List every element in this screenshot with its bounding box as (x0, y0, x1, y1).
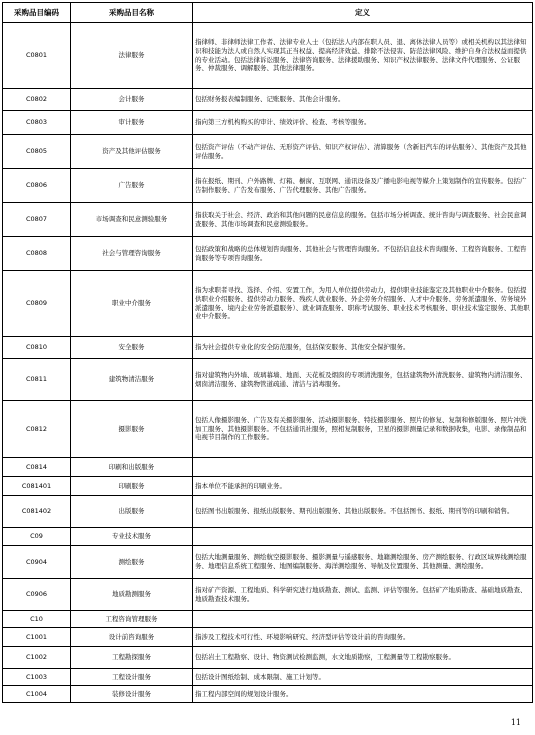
item-definition: 包括政策和战略的总体规划咨询服务、其他社会与管理咨询服务。不包括信息技术咨询服务、工程咨询服务、工程咨询服务等专项咨询服务。 (193, 237, 533, 271)
table-row (3, 23, 533, 89)
table-row (3, 546, 533, 579)
item-name: 职业中介服务 (71, 271, 193, 337)
table-row (3, 359, 533, 401)
table-row (3, 579, 533, 611)
item-name: 印刷服务 (71, 477, 193, 496)
table-row (3, 135, 533, 169)
table-body (3, 23, 533, 703)
item-code: C10 (3, 611, 71, 628)
header-code: 采购品目编码 (3, 3, 71, 23)
item-name: 专业技术服务 (71, 528, 193, 546)
table-row (3, 237, 533, 271)
item-code: C0812 (3, 401, 71, 458)
item-definition: 包括人像摄影服务、广告及有关摄影服务、活动摄影服务、特技摄影服务、照片的修复、复制和修版服务、照片冲洗加工服务、其他摄影服务。不包括通讯社服务，照相复制服务，卫星的摄影测量记录和数据收集，电影、录像制品和电视节目制作的工作服务。 (193, 401, 533, 458)
table-row (3, 611, 533, 628)
table-row (3, 271, 533, 337)
table-row (3, 686, 533, 703)
item-code: C0809 (3, 271, 71, 337)
table-row (3, 337, 533, 359)
item-name: 资产及其他评估服务 (71, 135, 193, 169)
item-definition: 指为求职者寻找、选择、介绍、安置工作，为用人单位提供劳动力，提供职业技能鉴定及其他职业中介服务。包括提供职业介绍服务、提供劳动力服务、残疾人就业服务、外企劳务介绍服务、人才中介服务、劳务派遣服务、劳务境外派遣服务、境内企业劳务派遣服务）、就业调查服务、职称考试服务、职业技术考核服务、职业技术鉴定服务、其他职业中介服务。 (193, 271, 533, 337)
item-code: C0802 (3, 89, 71, 111)
item-definition (193, 528, 533, 546)
table-row (3, 111, 533, 135)
table-row (3, 647, 533, 669)
item-code: C0807 (3, 203, 71, 237)
item-code: C09 (3, 528, 71, 546)
item-definition: 包括岩土工程勘察、设计、物资测试检测监测，水文地质勘察，工程测量等工程勘察服务。 (193, 647, 533, 669)
item-name: 广告服务 (71, 169, 193, 203)
item-name: 社会与管理咨询服务 (71, 237, 193, 271)
item-name: 会计服务 (71, 89, 193, 111)
item-name: 审计服务 (71, 111, 193, 135)
item-name: 法律服务 (71, 23, 193, 89)
table-row (3, 89, 533, 111)
item-name: 摄影服务 (71, 401, 193, 458)
item-definition: 包括图书出版服务、报纸出版服务、期刊出版服务、其他出版服务。不包括图书、报纸、期刊等的印刷和销售。 (193, 496, 533, 528)
item-name: 工程咨询管理服务 (71, 611, 193, 628)
item-name: 设计前咨询服务 (71, 628, 193, 647)
table-row (3, 458, 533, 477)
item-code: C0811 (3, 359, 71, 401)
item-code: C0803 (3, 111, 71, 135)
item-definition (193, 611, 533, 628)
item-name: 安全服务 (71, 337, 193, 359)
item-definition: 指涉及工程技术可行性、环境影响研究、经济型评估等设计前的咨询服务。 (193, 628, 533, 647)
procurement-catalog-table (2, 2, 533, 703)
item-code: C0806 (3, 169, 71, 203)
item-definition (193, 458, 533, 477)
item-name: 工程勘探服务 (71, 647, 193, 669)
item-definition: 指本单位不能承担的印刷业务。 (193, 477, 533, 496)
header-name: 采购品目名称 (71, 3, 193, 23)
table-row (3, 496, 533, 528)
item-code: C1004 (3, 686, 71, 703)
item-code: C0904 (3, 546, 71, 579)
item-definition: 指律师、非律师法律工作者、法律专业人士（包括法人内部在职人员、退、离休法律人员等）或相关机构以其法律知识和技能为法人或自然人实现其正当权益、提高经济效益、排除不法侵害、防范法律风险、维护自身合法权益而提供的专业活动。包括法律诉讼服务、法律咨询服务、法律援助服务、知识产权法律服务、法律文件代理服务、公证服务、仲裁服务、调解服务、其他法律服务。 (193, 23, 533, 89)
item-name: 地质勘测服务 (71, 579, 193, 611)
table-row (3, 669, 533, 686)
item-definition: 指对建筑物内外墙、玻璃幕墙、地面、天花板及烟囱的专项清洗服务，包括建筑物外清洗服务、建筑物内清洁服务、烟囱清洁服务、建筑物管道疏通、清洁与消毒服务。 (193, 359, 533, 401)
item-name: 测绘服务 (71, 546, 193, 579)
item-code: C081401 (3, 477, 71, 496)
table-row (3, 169, 533, 203)
item-definition: 指向第三方机构购买的审计、绩效评价、检查、考核等服务。 (193, 111, 533, 135)
item-code: C0801 (3, 23, 71, 89)
item-name: 印刷和出版服务 (71, 458, 193, 477)
item-definition: 指在报纸、期刊、户外路牌、灯箱、橱窗、互联网、通讯设备及广播电影电视等媒介上策划制作的宣传服务。包括广告制作服务、广告发布服务、广告代理服务、其他广告服务。 (193, 169, 533, 203)
item-definition: 指对矿产资源、工程地质、科学研究进行地质勘查、测试、监测、评估等服务。包括矿产地质勘查、基础地质勘查、地质勘查技术服务。 (193, 579, 533, 611)
item-code: C1001 (3, 628, 71, 647)
table-row (3, 203, 533, 237)
header-definition: 定义 (193, 3, 533, 23)
item-name: 市场调查和民意测验服务 (71, 203, 193, 237)
item-code: C0805 (3, 135, 71, 169)
item-code: C0906 (3, 579, 71, 611)
item-definition: 包括大地测量服务、测绘航空摄影服务、摄影测量与遥感服务、地籍测绘服务、房产测绘服务、行政区域界线测绘服务、地理信息系统工程服务、地图编制服务、海洋测绘服务、导航及位置服务、其他测量、测绘服务。 (193, 546, 533, 579)
item-definition: 包括资产评估（不动产评估、无形资产评估、知识产权评估）、清算服务（含新旧汽车的评估服务）、其他资产及其他评估服务。 (193, 135, 533, 169)
item-code: C1003 (3, 669, 71, 686)
table-row (3, 477, 533, 496)
item-name: 装修设计服务 (71, 686, 193, 703)
item-code: C081402 (3, 496, 71, 528)
page-number: 11 (510, 718, 521, 727)
table-row (3, 628, 533, 647)
item-definition: 包括设计图纸绘制、成本限制、施工计划等。 (193, 669, 533, 686)
table-header-row (3, 3, 533, 23)
item-definition: 指为社会提供专业化的安全防范服务，包括保安服务、其他安全保护服务。 (193, 337, 533, 359)
item-code: C0814 (3, 458, 71, 477)
table-row (3, 401, 533, 458)
item-code: C1002 (3, 647, 71, 669)
item-name: 建筑物清洁服务 (71, 359, 193, 401)
item-definition: 指获取关于社会、经济、政治和其他问题的民意信息的服务。包括市场分析调查、统计咨询与调查服务、社会民意调查服务、其他市场调查和民意测验服务。 (193, 203, 533, 237)
table-row (3, 528, 533, 546)
item-name: 出版服务 (71, 496, 193, 528)
item-name: 工程设计服务 (71, 669, 193, 686)
item-definition: 指工程内部空间的规划设计服务。 (193, 686, 533, 703)
item-code: C0808 (3, 237, 71, 271)
item-code: C0810 (3, 337, 71, 359)
item-definition: 包括财务报表编制服务、记账服务、其他会计服务。 (193, 89, 533, 111)
